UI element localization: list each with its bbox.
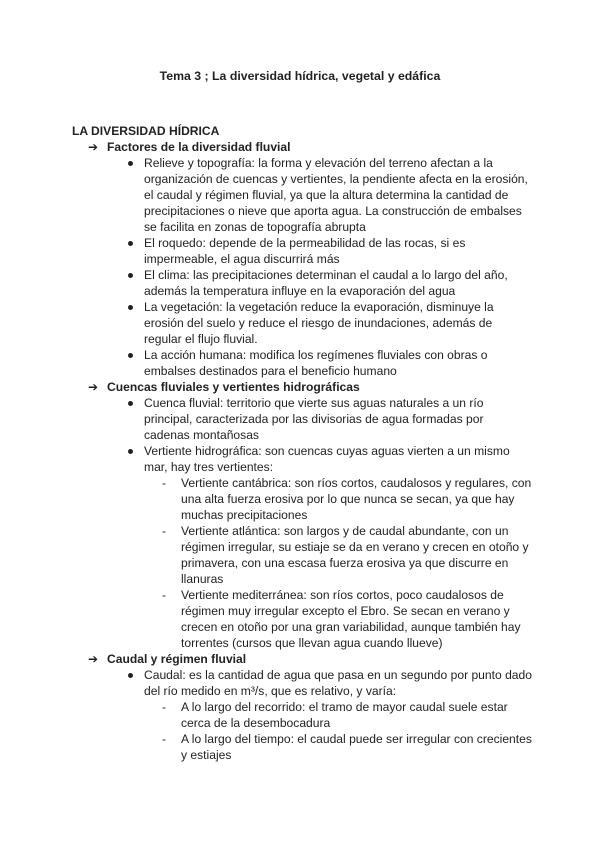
bullet-dot-icon [128, 353, 133, 358]
sub-list-item [144, 475, 532, 523]
list-item [72, 443, 532, 651]
arrow-bullet-icon: ➔ [88, 380, 99, 394]
arrow-bullet-icon: ➔ [88, 652, 99, 666]
arrow-bullet-icon: ➔ [88, 140, 99, 154]
dash-bullet-icon: - [162, 476, 167, 490]
list-item-text: El roquedo: depende de la permeabilidad de las rocas, si es impermeable, el agua discurrirá más [144, 236, 466, 266]
section-cuencas [72, 379, 532, 651]
dash-bullet-icon: - [162, 732, 167, 746]
document-title: Tema 3 ; La diversidad hídrica, vegetal y edáfica [159, 69, 441, 83]
bullet-dot-icon [128, 305, 133, 310]
sub-list-item-text: Vertiente atlántica: son largos y de caudal abundante, con un régimen irregular, su estiaje se da en verano y crecen en otoño y primavera, con una escasa fuerza erosiva ya que discurre en llanuras [181, 524, 529, 586]
list-item-text: La vegetación: la vegetación reduce la evaporación, disminuye la erosión del suelo y reduce el riesgo de inundaciones, además de regular el flujo fluvial. [144, 300, 494, 346]
document-body [72, 123, 532, 763]
section-title: Cuencas fluviales y vertientes hidrográficas [107, 380, 360, 394]
list-item [72, 347, 532, 379]
dash-bullet-icon: - [162, 700, 167, 714]
bullet-dot-icon [128, 449, 133, 454]
section-title: Caudal y régimen fluvial [107, 652, 247, 666]
sub-list-item [144, 731, 532, 763]
sub-list-item [144, 699, 532, 731]
bullet-dot-icon [128, 241, 133, 246]
section-heading [72, 379, 532, 395]
list-item [72, 235, 532, 267]
bullet-dot-icon [128, 161, 133, 166]
list-item-text: La acción humana: modifica los regímenes fluviales con obras o embalses destinados para el beneficio humano [144, 348, 488, 378]
list-item-text: El clima: las precipitaciones determinan el caudal a lo largo del año, además la temperatura influye en la evaporación del agua [144, 268, 508, 298]
list-item [72, 667, 532, 763]
section-factores [72, 139, 532, 379]
sub-list-item-text: Vertiente mediterránea: son ríos cortos, poco caudalosos de régimen muy irregular excepto el Ebro. Se secan en verano y crecen en otoño por una gran variabilidad, aunque también hay torrentes (cursos que llevan agua cuando llueve) [181, 588, 521, 650]
list-item [72, 395, 532, 443]
bullet-dot-icon [128, 273, 133, 278]
bullet-dot-icon [128, 673, 133, 678]
list-item-text: Cuenca fluvial: territorio que vierte sus aguas naturales a un río principal, caracterizada por las divisorias de agua formadas por cadenas montañosas [144, 396, 484, 442]
sub-list-item-text: A lo largo del recorrido: el tramo de mayor caudal suele estar cerca de la desembocadura [181, 700, 508, 730]
list-item [72, 155, 532, 235]
list-item-text: Relieve y topografía: la forma y elevación del terreno afectan a la organización de cuencas y vertientes, la pendiente afecta en la erosión, el caudal y régimen fluvial, ya que la altura determina la cantidad de precipitaciones o nieve que aporta agua. La construcción de embalses se facilita en zonas de topografía abrupta [144, 156, 528, 234]
bullet-dot-icon [128, 401, 133, 406]
sub-list-item-text: A lo largo del tiempo: el caudal puede ser irregular con crecientes y estiajes [181, 732, 532, 762]
list-item [72, 299, 532, 347]
section-title: Factores de la diversidad fluvial [107, 140, 291, 154]
section-heading [72, 651, 532, 667]
list-item-text: Caudal: es la cantidad de agua que pasa en un segundo por punto dado del río medido en m³/s, que es relativo, y varía: [144, 668, 532, 698]
main-heading: LA DIVERSIDAD HÍDRICA [72, 124, 220, 138]
section-caudal [72, 651, 532, 763]
dash-bullet-icon: - [162, 524, 167, 538]
dash-bullet-icon: - [162, 588, 167, 602]
sub-list-item-text: Vertiente cantábrica: son ríos cortos, caudalosos y regulares, con una alta fuerza erosiva por lo que nunca se secan, ya que hay muchas precipitaciones [181, 476, 532, 522]
sub-list-item [144, 587, 532, 651]
list-item-text: Vertiente hidrográfica: son cuencas cuyas aguas vierten a un mismo mar, hay tres vertientes: [144, 444, 510, 474]
section-heading [72, 139, 532, 155]
list-item [72, 267, 532, 299]
sub-list-item [144, 523, 532, 587]
